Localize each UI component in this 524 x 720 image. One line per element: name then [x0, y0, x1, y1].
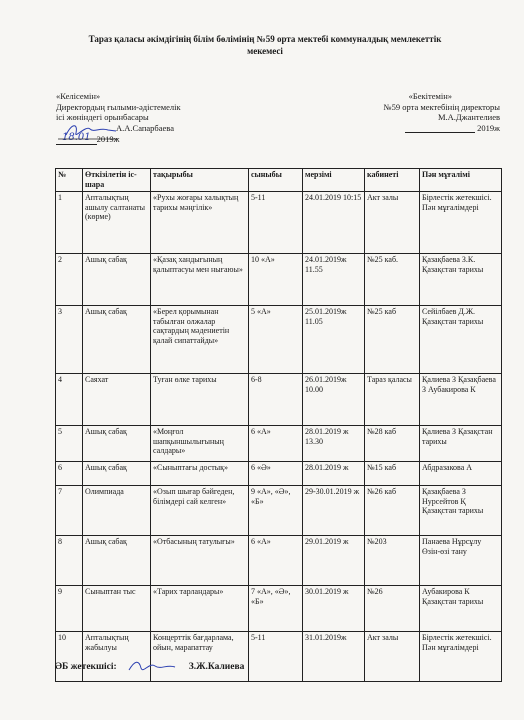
cell-number: 5 — [56, 426, 83, 462]
cell-event: Апталықтың жабылуы — [83, 632, 151, 682]
cell-room: №15 каб — [365, 462, 420, 486]
cell-grade: 5-11 — [249, 192, 303, 254]
title-line-1: Тараз қаласы әкімдігінің білім бөлімінің №59 орта мектебі коммуналдық мемлекеттік — [88, 34, 442, 44]
header-date: мерзімі — [303, 169, 365, 192]
cell-topic: «Озып шығар бәйгеден, білімдері сай келген» — [151, 486, 249, 536]
cell-date: 24.01.2019 10:15 — [303, 192, 365, 254]
cell-number: 2 — [56, 254, 83, 306]
cell-topic: «Сыныптағы достық» — [151, 462, 249, 486]
cell-teacher: Қалиева З Қазақбаева З Аубакирова К — [420, 374, 502, 426]
cell-teacher: Бірлестік жетекшісі. Пән мұғалімдері — [420, 192, 502, 254]
cell-room: Акт залы — [365, 192, 420, 254]
cell-number: 3 — [56, 306, 83, 374]
approved-label: «Бекітемін» — [408, 91, 452, 101]
cell-event: Ашық сабақ — [83, 306, 151, 374]
cell-number: 1 — [56, 192, 83, 254]
cell-date: 24.01.2019ж 11.55 — [303, 254, 365, 306]
cell-teacher: Қазақбаева З Нурсейтов Қ Қазақстан тарихы — [420, 486, 502, 536]
footer-signature — [55, 658, 244, 676]
cell-topic: «Отбасының татулығы» — [151, 536, 249, 586]
cell-number: 7 — [56, 486, 83, 536]
table-row — [56, 536, 502, 586]
header-number: № — [56, 169, 83, 192]
cell-date: 30.01.2019 ж — [303, 586, 365, 632]
cell-date: 28.01.2019 ж 13.30 — [303, 426, 365, 462]
director-title: №59 орта мектебінің директоры — [383, 101, 500, 112]
head-signature-icon — [125, 658, 181, 676]
director-name: М.А.Джантелиев — [437, 112, 500, 122]
cell-event: Сыныптан тыс — [83, 586, 151, 632]
cell-grade: 6-8 — [249, 374, 303, 426]
cell-number: 10 — [56, 632, 83, 682]
cell-event: Ашық сабақ — [83, 426, 151, 462]
head-label: ӘБ жетекшісі: — [55, 662, 117, 672]
deputy-name: А.А.Сапарбаева — [116, 122, 174, 133]
table-row — [56, 426, 502, 462]
table-row — [56, 462, 502, 486]
approval-year-left: 2019ж — [96, 134, 120, 144]
header-topic: тақырыбы — [151, 169, 249, 192]
table-row — [56, 254, 502, 306]
cell-topic: «Моңғол шапқыншылығының салдары» — [151, 426, 249, 462]
cell-event: Ашық сабақ — [83, 536, 151, 586]
header-room: кабинеті — [365, 169, 420, 192]
approval-block-right — [300, 91, 500, 133]
deputy-title-line-1: Директордың ғылыми-әдістемелік — [56, 101, 181, 112]
cell-topic: «Рухы жоғары халықтың тарихы мәңгілік» — [151, 192, 249, 254]
cell-topic: «Тарих тарландары» — [151, 586, 249, 632]
cell-event: Ашық сабақ — [83, 462, 151, 486]
cell-teacher: Аубакирова К Қазақстан тарихы — [420, 586, 502, 632]
table-header-row — [56, 169, 502, 192]
cell-topic: «Берел қорымынан табылған олжалар сақтардың мәдениетін қалай сипаттайды» — [151, 306, 249, 374]
cell-teacher: Абдразакова А — [420, 462, 502, 486]
cell-grade: 9 «А», «Ә», «Б» — [249, 486, 303, 536]
head-name: З.Ж.Калиева — [188, 662, 245, 672]
title-line-2: мекемесі — [247, 46, 283, 56]
cell-room: №25 каб — [365, 306, 420, 374]
cell-event: Ашық сабақ — [83, 254, 151, 306]
cell-teacher: Панаева Нұрсұлу Өзін-өзі тану — [420, 536, 502, 586]
table-row — [56, 374, 502, 426]
cell-number: 4 — [56, 374, 83, 426]
cell-grade: 6 «Ә» — [249, 462, 303, 486]
document-title — [50, 33, 480, 57]
cell-room: №25 каб. — [365, 254, 420, 306]
handwritten-date: 18.01 — [56, 133, 97, 145]
header-teacher: Пән мұғалімі — [420, 169, 502, 192]
header-event: Өткізілетін іс-шара — [83, 169, 151, 192]
cell-room: Тараз қаласы — [365, 374, 420, 426]
cell-teacher: Қалиева З Қазақстан тарихы — [420, 426, 502, 462]
director-signature-line — [405, 132, 475, 133]
cell-grade: 10 «А» — [249, 254, 303, 306]
cell-grade: 6 «А» — [249, 536, 303, 586]
cell-date: 26.01.2019ж 10.00 — [303, 374, 365, 426]
cell-number: 8 — [56, 536, 83, 586]
cell-grade: 7 «А», «Ә», «Б» — [249, 586, 303, 632]
cell-date: 28.01.2019 ж — [303, 462, 365, 486]
cell-teacher: Қазақбаева З.К. Қазақстан тарихы — [420, 254, 502, 306]
cell-event: Саяхат — [83, 374, 151, 426]
agreed-label: «Келісемін» — [56, 91, 101, 101]
table-row — [56, 192, 502, 254]
cell-teacher: Сейілбаев Д.Ж. Қазақстан тарихы — [420, 306, 502, 374]
cell-room: №26 каб — [365, 486, 420, 536]
deputy-signature-icon — [56, 119, 126, 141]
cell-grade: 6 «А» — [249, 426, 303, 462]
cell-date: 29-30.01.2019 ж — [303, 486, 365, 536]
cell-topic: Концерттік бағдарлама, ойын, марапаттау — [151, 632, 249, 682]
cell-teacher: Бірлестік жетекшісі. Пән мұғалімдері — [420, 632, 502, 682]
deputy-title-line-2: ісі жөніндегі орынбасары — [56, 112, 149, 122]
events-table — [55, 168, 502, 682]
cell-grade: 5 «А» — [249, 306, 303, 374]
cell-event: Апталықтың ашылу салтанаты (көрме) — [83, 192, 151, 254]
cell-number: 9 — [56, 586, 83, 632]
cell-event: Олимпиада — [83, 486, 151, 536]
cell-date: 29.01.2019 ж — [303, 536, 365, 586]
cell-number: 6 — [56, 462, 83, 486]
table-row — [56, 306, 502, 374]
cell-date: 25.01.2019ж 11.05 — [303, 306, 365, 374]
header-grade: сыныбы — [249, 169, 303, 192]
cell-room: №203 — [365, 536, 420, 586]
approval-year-right: 2019ж — [477, 122, 500, 133]
cell-date: 31.01.2019ж — [303, 632, 365, 682]
cell-room: №26 — [365, 586, 420, 632]
cell-topic: Туған өлке тарихы — [151, 374, 249, 426]
cell-grade: 5-11 — [249, 632, 303, 682]
table-row — [56, 586, 502, 632]
table-row — [56, 486, 502, 536]
cell-room: №28 каб — [365, 426, 420, 462]
cell-topic: «Қазақ хандығының қалыптасуы мен нығаюы» — [151, 254, 249, 306]
cell-room: Акт залы — [365, 632, 420, 682]
